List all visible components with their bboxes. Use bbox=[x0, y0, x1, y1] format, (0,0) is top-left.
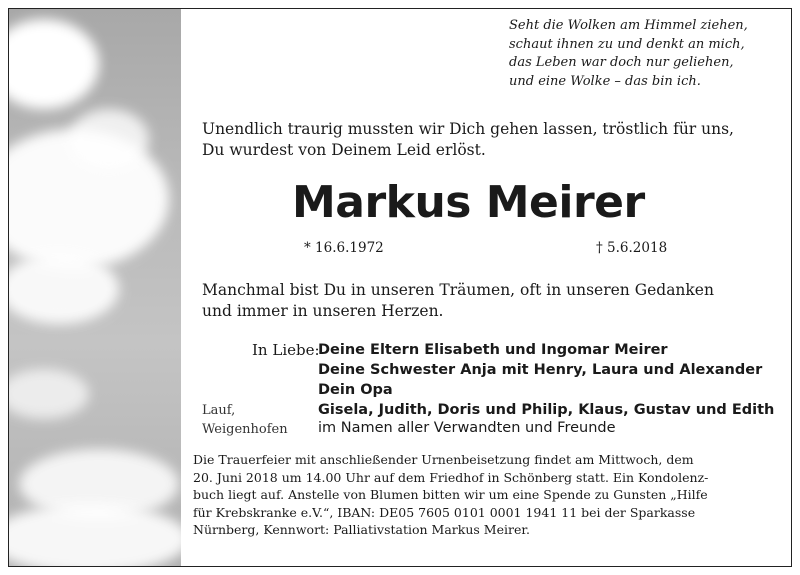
notice-line: Nürnberg, Kennwort: Palliativstation Markus Meirer. bbox=[193, 522, 530, 537]
mourner-line: Deine Schwester Anja mit Henry, Laura und Alexander bbox=[318, 362, 763, 378]
mourners-others: im Namen aller Verwandten und Freunde bbox=[318, 420, 616, 436]
intro-line: Unendlich traurig mussten wir Dich gehen lassen, tröstlich für uns, bbox=[202, 120, 734, 138]
place-line: Lauf, bbox=[202, 403, 236, 418]
birth-date: * 16.6.1972 bbox=[304, 240, 384, 256]
quote-text bbox=[202, 280, 714, 322]
quote-line: Manchmal bist Du in unseren Träumen, oft in unseren Gedanken bbox=[202, 281, 714, 299]
mourner-line: Gisela, Judith, Doris und Philip, Klaus, Gustav und Edith bbox=[318, 402, 775, 418]
notice-line: buch liegt auf. Anstelle von Blumen bitten wir um eine Spende zu Gunsten „Hilfe bbox=[193, 487, 708, 502]
poem-line: und eine Wolke – das bin ich. bbox=[509, 73, 701, 89]
poem bbox=[509, 17, 748, 91]
poem-line: Seht die Wolken am Himmel ziehen, bbox=[509, 18, 748, 33]
notice-line: Die Trauerfeier mit anschließender Urnenbeisetzung findet am Mittwoch, dem bbox=[193, 452, 694, 467]
death-date: † 5.6.2018 bbox=[596, 240, 668, 256]
poem-line: das Leben war doch nur geliehen, bbox=[509, 55, 734, 70]
notice-line: 20. Juni 2018 um 14.00 Uhr auf dem Friedhof in Schönberg statt. Ein Kondolenz- bbox=[193, 469, 709, 485]
poem-line: schaut ihnen zu und denkt an mich, bbox=[509, 36, 745, 52]
place-line: Weigenhofen bbox=[202, 422, 288, 437]
deceased-name: Markus Meirer bbox=[292, 177, 645, 228]
funeral-notice bbox=[193, 451, 771, 539]
notice-line: für Krebskranke e.V.“, IBAN: DE05 7605 0101 0001 1941 11 bei der Sparkasse bbox=[193, 504, 696, 520]
mourner-line: Deine Eltern Elisabeth und Ingomar Meirer bbox=[318, 342, 668, 358]
mourner-line: Dein Opa bbox=[318, 382, 393, 398]
cloud-sky-image bbox=[9, 9, 181, 566]
quote-line: und immer in unseren Herzen. bbox=[202, 302, 444, 320]
intro-line: Du wurdest von Deinem Leid erlöst. bbox=[202, 141, 486, 159]
intro-text bbox=[202, 119, 734, 161]
mourners-label: In Liebe: bbox=[252, 341, 320, 359]
